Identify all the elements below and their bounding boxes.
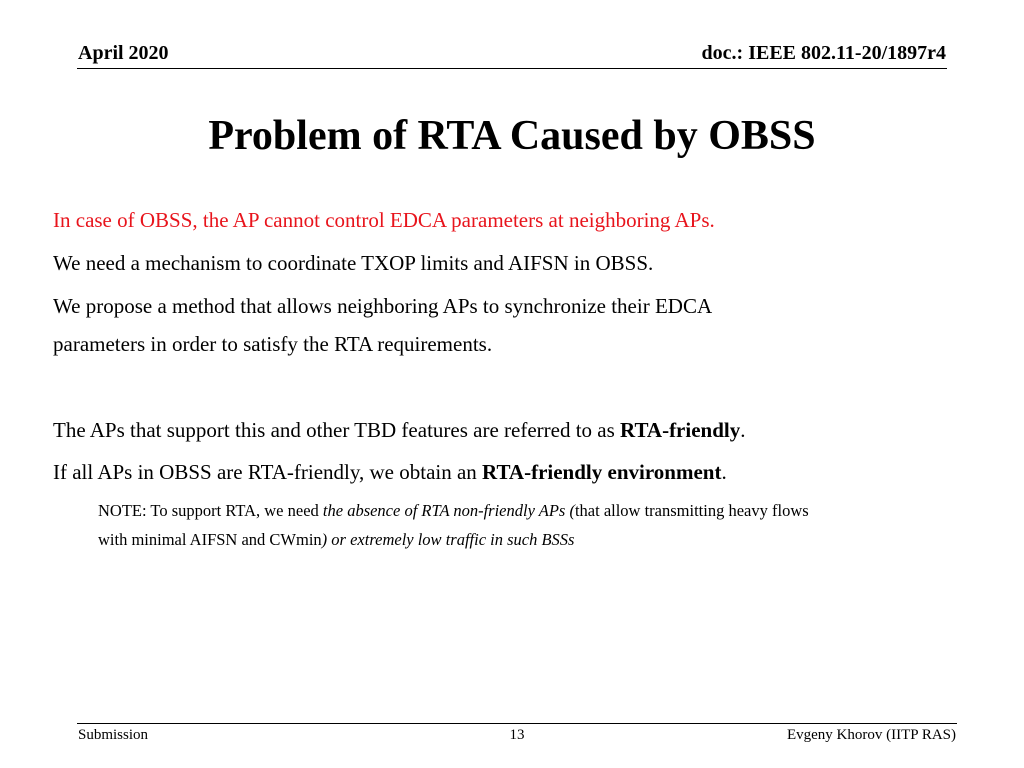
rta-friendly-text: The APs that support this and other TBD features are referred to as <box>53 418 621 442</box>
paragraph-proposal-line1: We propose a method that allows neighboring APs to synchronize their EDCA <box>53 294 713 318</box>
footer-page-number: 13 <box>509 727 525 743</box>
paragraph-mechanism-need: We need a mechanism to coordinate TXOP limits and AIFSN in OBSS. <box>53 251 654 275</box>
paragraph-obss-problem: In case of OBSS, the AP cannot control EDCA parameters at neighboring APs. <box>53 208 715 232</box>
rta-environment-period: . <box>721 460 727 484</box>
note-line1 <box>98 496 978 525</box>
rta-environment-text: If all APs in OBSS are RTA-friendly, we obtain an <box>53 460 483 484</box>
paragraph-proposal-line2: parameters in order to satisfy the RTA requirements. <box>53 332 493 356</box>
note-text-2: with minimal AIFSN and CWmin <box>98 530 322 549</box>
rta-friendly-period: . <box>740 418 746 442</box>
footer-divider <box>77 723 957 724</box>
note-block <box>98 496 978 554</box>
note-line2 <box>98 525 978 554</box>
slide-title: Problem of RTA Caused by OBSS <box>208 113 816 159</box>
rta-friendly-term: RTA-friendly <box>620 418 741 442</box>
paragraph-proposal <box>53 287 953 363</box>
note-text-1: that allow transmitting heavy flows <box>574 501 809 520</box>
footer-author: Evgeny Khorov (IITP RAS) <box>786 727 956 743</box>
header-doc-id: doc.: IEEE 802.11-20/1897r4 <box>701 42 946 64</box>
note-prefix: NOTE: To support RTA, we need <box>98 501 323 520</box>
header-date: April 2020 <box>78 42 169 64</box>
note-italic-2: ) or extremely low traffic in such BSSs <box>321 530 575 549</box>
paragraph-rta-environment <box>53 453 953 491</box>
header-divider <box>77 68 947 69</box>
footer-submission: Submission <box>78 727 149 743</box>
note-italic-1: the absence of RTA non-friendly APs ( <box>322 501 575 520</box>
paragraph-rta-friendly <box>53 411 953 449</box>
rta-environment-term: RTA-friendly environment <box>482 460 722 484</box>
